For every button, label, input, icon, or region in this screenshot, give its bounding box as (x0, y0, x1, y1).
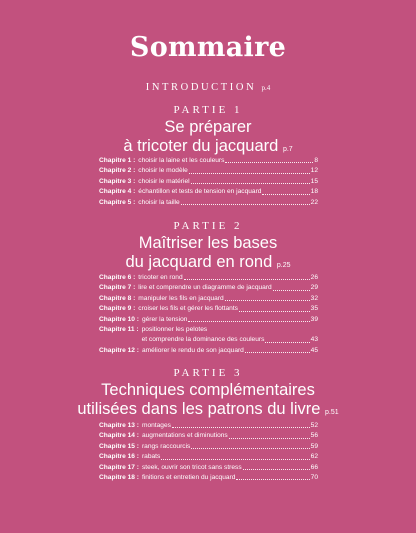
part-title (0, 234, 416, 275)
chapter-page: 32 (310, 294, 318, 302)
chapter-row (99, 187, 318, 197)
chapter-row (99, 304, 318, 314)
dot-leader (172, 427, 310, 428)
chapter-row (99, 452, 318, 462)
part-label: PARTIE 3 (173, 367, 243, 379)
chapter-text: choisir la laine et les couleurs (138, 157, 225, 164)
chapter-label: Chapitre 10 : (99, 315, 139, 323)
chapter-label: Chapitre 2 : (99, 167, 136, 175)
dot-leader (265, 342, 309, 343)
chapter-text: rangs raccourcis (141, 442, 191, 450)
part-title (0, 118, 416, 159)
dot-leader (236, 479, 309, 480)
chapter-label: Chapitre 12 : (99, 346, 139, 354)
chapter-page: 26 (310, 274, 318, 281)
chapter-page: 35 (310, 305, 318, 313)
chapter-page: 43 (310, 336, 318, 344)
part-label: PARTIE 2 (173, 220, 243, 232)
chapter-text: choisir le matériel (138, 177, 190, 185)
part-title-line: Se préparer (164, 118, 252, 136)
part-3-heading (0, 367, 416, 422)
chapter-row (99, 294, 318, 304)
chapter-page: 62 (310, 453, 318, 461)
chapter-text: montages (141, 422, 171, 429)
part-page: p.7 (282, 146, 293, 153)
part-label: PARTIE 1 (173, 104, 243, 116)
chapter-text: et comprendre la dominance des couleurs (141, 336, 265, 344)
part-title-line: Maîtriser les bases (138, 234, 278, 252)
dot-leader (184, 279, 310, 280)
chapter-list (99, 156, 318, 208)
chapter-page: 18 (310, 188, 318, 196)
dot-leader (229, 438, 310, 439)
chapter-label: Chapitre 8 : (99, 294, 136, 302)
chapter-text: choisir le modèle (138, 167, 188, 175)
chapter-text: positionner les pelotes (141, 326, 208, 334)
chapter-text: augmentations et diminutions (141, 432, 228, 440)
chapter-text-line2 (142, 335, 318, 345)
chapter-row (99, 283, 318, 293)
dot-leader (188, 321, 309, 322)
chapter-label: Chapitre 1 : (99, 157, 136, 164)
chapter-text: steek, ouvrir son tricot sans stress (141, 463, 242, 471)
chapter-label: Chapitre 16 : (99, 453, 139, 461)
chapter-row (99, 273, 318, 283)
chapter-row (99, 198, 318, 208)
introduction-label: INTRODUCTION (145, 82, 257, 93)
dot-leader (191, 448, 309, 449)
chapter-list (99, 273, 318, 356)
chapter-list (99, 421, 318, 483)
part-title-line: Techniques complémentaires (101, 381, 315, 399)
dot-leader (225, 300, 310, 301)
chapter-label: Chapitre 6 : (99, 274, 136, 281)
part-title-line: utilisées dans les patrons du livre (77, 400, 321, 418)
chapter-row (99, 463, 318, 473)
chapter-text: croiser les fils et gérer les flottants (138, 305, 238, 313)
chapter-row (99, 315, 318, 325)
dot-leader (273, 290, 310, 291)
part-1-heading (0, 104, 416, 159)
chapter-page: 56 (310, 432, 318, 440)
dot-leader (243, 469, 310, 470)
chapter-label: Chapitre 4 : (99, 188, 136, 196)
dot-leader (161, 459, 309, 460)
chapter-page: 70 (310, 474, 318, 482)
chapter-text: manipuler les fils en jacquard (138, 294, 224, 302)
chapter-text-block (142, 325, 318, 346)
chapter-row (99, 421, 318, 431)
introduction-heading (0, 82, 416, 93)
dot-leader (262, 194, 309, 195)
chapter-page: 22 (310, 198, 318, 206)
chapter-text: rabats (141, 453, 161, 461)
chapter-text: finitions et entretien du jacquard (141, 474, 236, 482)
part-title (0, 381, 416, 422)
chapter-page: 59 (310, 442, 318, 450)
part-page: p.51 (325, 409, 339, 416)
chapter-row (99, 325, 318, 346)
chapter-text: échantillon et tests de tension en jacquard (138, 188, 262, 196)
chapter-row (99, 431, 318, 441)
chapter-page: 8 (314, 157, 318, 164)
chapter-page: 39 (310, 315, 318, 323)
chapter-label: Chapitre 9 : (99, 305, 136, 313)
dot-leader (239, 311, 310, 312)
chapter-text: améliorer le rendu de son jacquard (141, 346, 244, 354)
chapter-row (99, 346, 318, 356)
chapter-row (99, 442, 318, 452)
part-title-line: du jacquard en rond (125, 253, 273, 271)
part-page: p.25 (276, 262, 291, 269)
chapter-page: 66 (310, 463, 318, 471)
chapter-text: tricoter en rond (138, 274, 183, 281)
chapter-label: Chapitre 5 : (99, 198, 136, 206)
page-title: Sommaire (129, 32, 287, 63)
chapter-row (99, 177, 318, 187)
chapter-text: gérer la tension (141, 315, 188, 323)
chapter-label: Chapitre 17 : (99, 463, 139, 471)
chapter-label: Chapitre 18 : (99, 474, 139, 482)
dot-leader (189, 173, 310, 174)
chapter-page: 12 (310, 167, 318, 175)
chapter-text: lire et comprendre un diagramme de jacquard (138, 284, 272, 292)
chapter-row (99, 156, 318, 166)
chapter-page: 15 (310, 177, 318, 185)
dot-leader (225, 162, 313, 163)
part-title-line: à tricoter du jacquard (123, 137, 279, 155)
dot-leader (181, 204, 310, 205)
chapter-page: 29 (310, 284, 318, 292)
chapter-text: choisir la taille (138, 198, 180, 206)
chapter-label: Chapitre 11 : (99, 326, 139, 334)
part-2-heading (0, 220, 416, 275)
dot-leader (245, 352, 310, 353)
chapter-label: Chapitre 15 : (99, 442, 139, 450)
chapter-row (99, 166, 318, 176)
chapter-row (99, 473, 318, 483)
chapter-label: Chapitre 7 : (99, 284, 136, 292)
introduction-page: p.4 (261, 84, 271, 92)
chapter-page: 45 (310, 346, 318, 354)
chapter-label: Chapitre 3 : (99, 177, 136, 185)
chapter-label: Chapitre 14 : (99, 432, 139, 440)
chapter-label: Chapitre 13 : (99, 422, 139, 429)
dot-leader (191, 183, 310, 184)
chapter-page: 52 (310, 422, 318, 429)
